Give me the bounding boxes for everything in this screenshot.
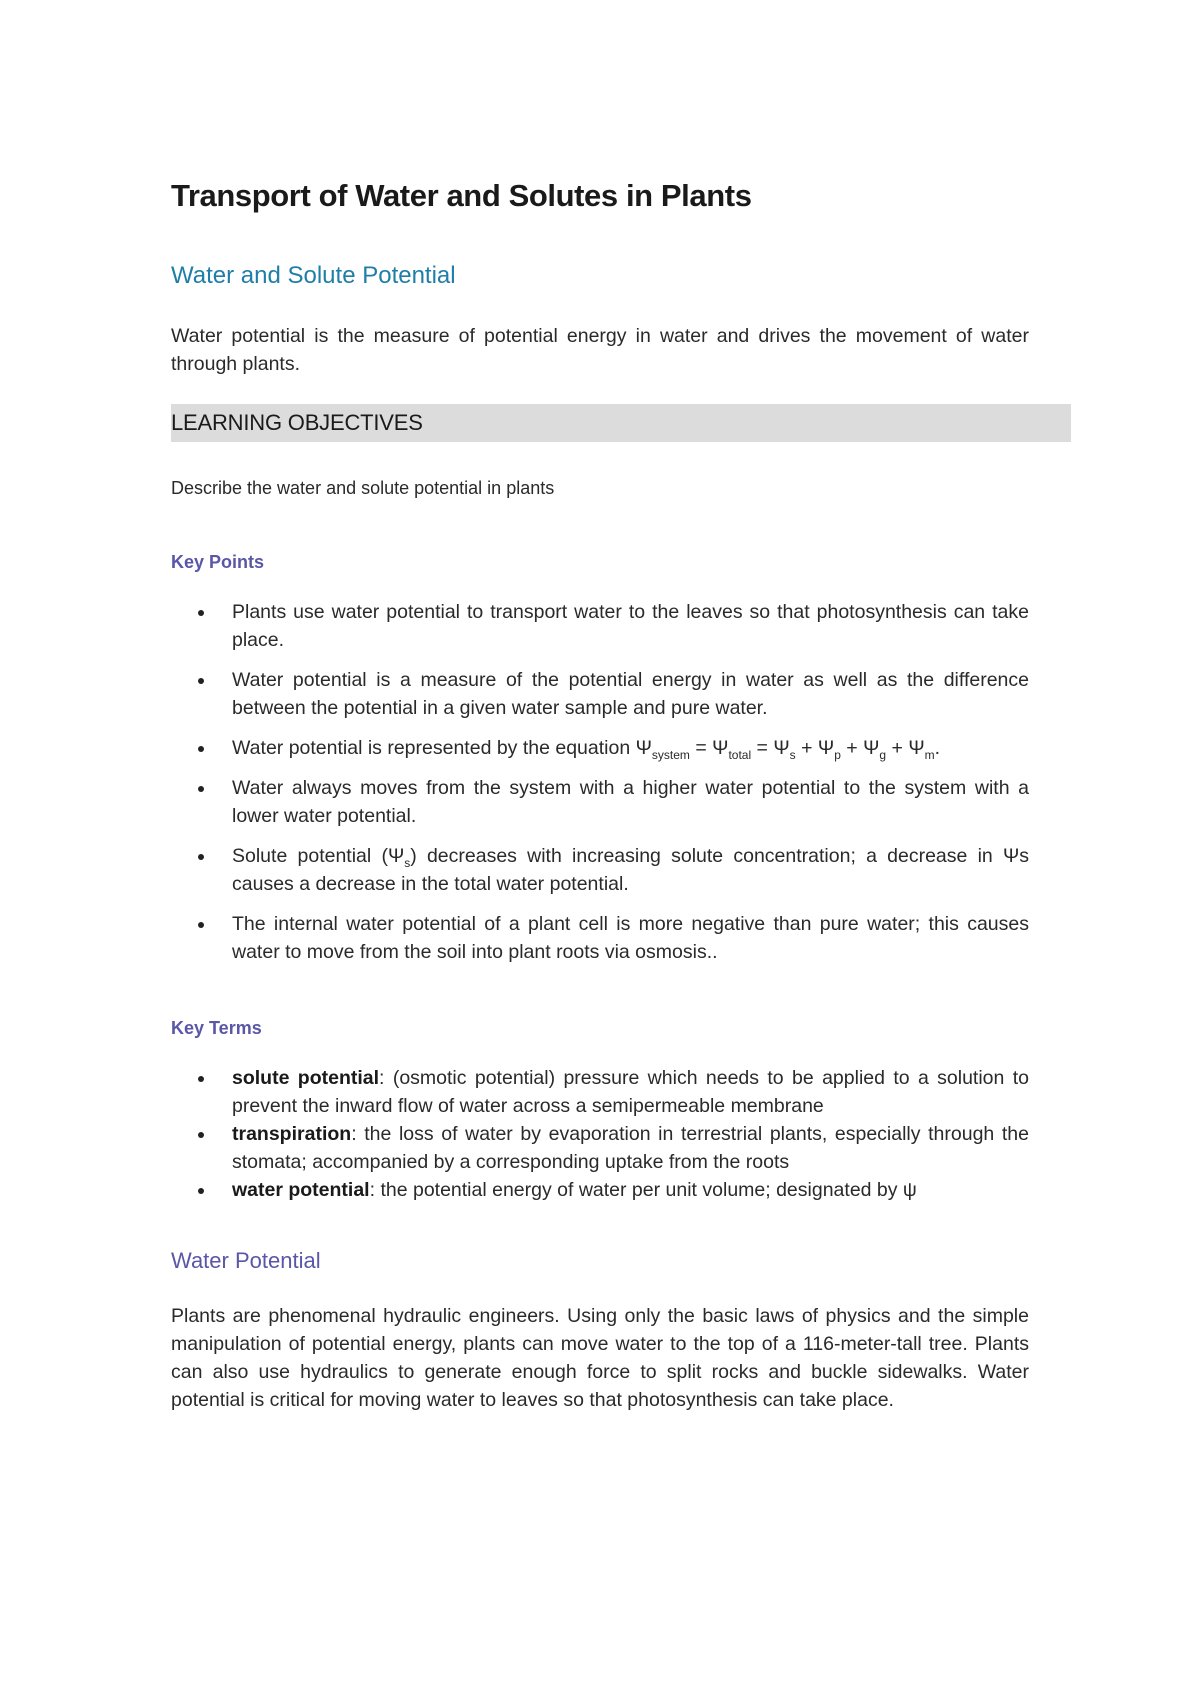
psi-symbol: Ψ [635,737,652,759]
bullet-icon [198,1132,204,1138]
bullet-icon [198,1076,204,1082]
bullet-icon [198,678,204,684]
key-point-text: Water potential is a measure of the potential energy in water as well as the difference between the potential in a given water sample and pure water. [232,669,1029,719]
list-item [171,598,1029,654]
subscript-s: s [404,855,411,870]
key-point-equation [232,737,941,762]
term-name: water potential [232,1179,370,1201]
water-potential-paragraph: Plants are phenomenal hydraulic engineers. Using only the basic laws of physics and the simple manipulation of potential energy, plants can move water to the top of a 116-meter-tall tree. Plants can also use hydraulics to generate enough force to split rocks and buckle sidewalks. Water potential is critical for moving water to leaves so that photosynthesis can take place. [171,1305,1029,1411]
key-point-text: Water always moves from the system with a higher water potential to the system with a lower water potential. [232,777,1029,827]
psi-symbol: Ψ [863,737,880,759]
plus-sign: + [795,737,818,759]
key-point-text [232,845,1029,895]
psi-symbol: Ψ [908,737,925,759]
subscript-system: system [651,747,690,762]
list-item [171,666,1029,722]
term-name: solute potential [232,1067,380,1089]
bullet-icon [198,1188,204,1194]
list-item [171,774,1029,830]
list-item [171,734,1029,762]
key-points-heading: Key Points [171,552,265,572]
psi-symbol: Ψ [817,737,835,759]
key-terms-heading: Key Terms [171,1018,262,1038]
subscript-total: total [728,747,752,762]
plus-sign: + [840,737,864,759]
learning-objective-text: Describe the water and solute potential in plants [171,478,555,498]
subscript-p: p [834,747,841,762]
bullet-icon [198,746,204,752]
bullet-icon [198,922,204,928]
learning-objectives-label: LEARNING OBJECTIVES [171,410,423,435]
section-heading-water-potential: Water Potential [171,1248,321,1273]
psi-symbol: Ψ [773,737,790,759]
bullet-icon [198,610,204,616]
plus-sign: + [886,737,909,759]
subscript-g: g [879,747,887,762]
equation-prefix: Water potential is represented by the equation [232,737,636,759]
psi-symbol: Ψ [712,737,729,759]
list-item [171,1120,1029,1176]
bullet-icon [198,786,204,792]
term-name: transpiration [232,1123,352,1145]
section-heading-water-solute-potential: Water and Solute Potential [171,262,456,289]
list-item [171,842,1029,898]
list-item [171,1176,1029,1204]
equals-sign: = [689,737,713,759]
term-definition: : (osmotic potential) pressure which needs to be applied to a solution to prevent the inward flow of water across a semipermeable membrane [232,1067,1030,1117]
intro-paragraph: Water potential is the measure of potential energy in water and drives the movement of water through plants. [171,325,1029,375]
key-points-list [171,598,1029,978]
key-point-text: Plants use water potential to transport water to the leaves so that photosynthesis can take place. [232,601,1029,651]
list-item [171,910,1029,966]
subscript-s: s [789,747,796,762]
key-terms-list [171,1064,1029,1204]
bullet-icon [198,854,204,860]
solute-text-before: Solute potential (Ψ [232,845,405,867]
solute-text-after: ) decreases with increasing solute concentration; a decrease in Ψs causes a decrease in the total water potential. [232,845,1029,895]
equation-end: . [934,737,941,759]
subscript-m: m [924,747,935,762]
equals-sign: = [751,737,774,759]
list-item [171,1064,1029,1120]
term-definition: : the loss of water by evaporation in terrestrial plants, especially through the stomata; accompanied by a corresponding uptake from the roots [232,1123,1029,1173]
term-definition: : the potential energy of water per unit volume; designated by ψ [369,1179,917,1201]
learning-objectives-bar [171,404,1071,442]
key-point-text: The internal water potential of a plant cell is more negative than pure water; this causes water to move from the soil into plant roots via osmosis.. [232,913,1029,963]
document-title: Transport of Water and Solutes in Plants [171,178,752,213]
